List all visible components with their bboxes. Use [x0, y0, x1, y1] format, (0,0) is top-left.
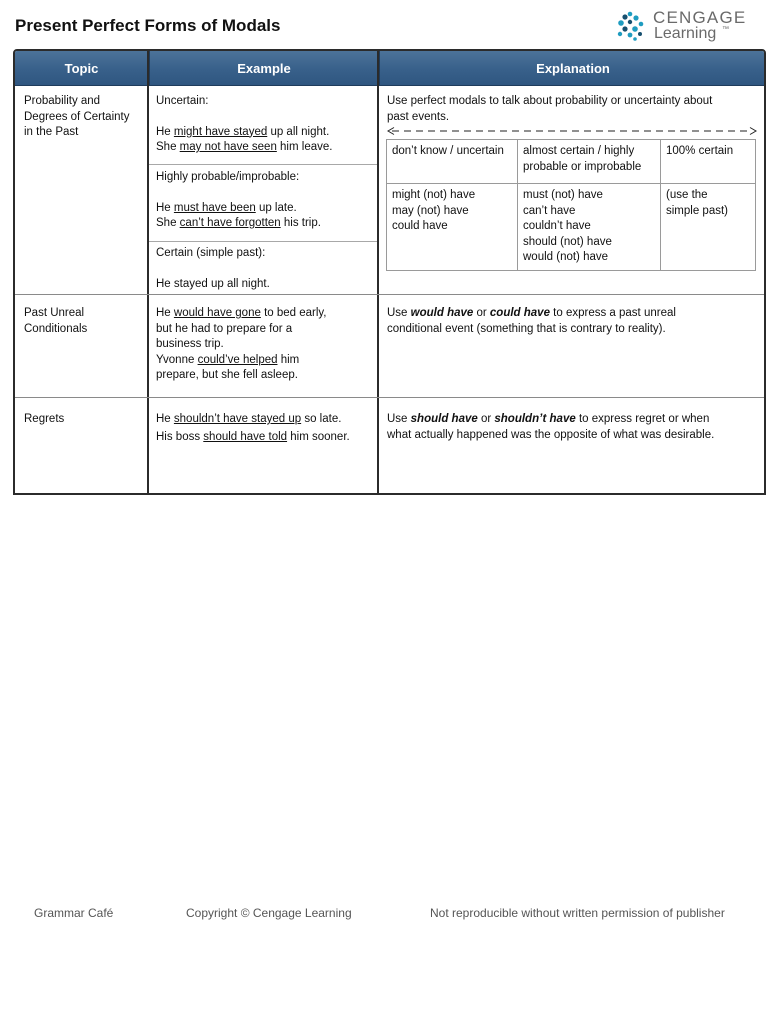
header-example: Example: [149, 51, 378, 86]
example-divider: [149, 164, 377, 165]
example-certain: Certain (simple past): He stayed up all night.: [156, 247, 270, 290]
page-title: Present Perfect Forms of Modals: [15, 16, 281, 35]
certainty-header-probable: almost certain / highly probable or improbable: [518, 140, 661, 184]
logo-word-cengage: CENGAGE: [653, 8, 747, 27]
explanation-past-unreal: Use would have or could have to express a past unreal conditional event (something that is contrary to reality).: [387, 307, 676, 335]
logo-word-learning: Learning: [654, 25, 717, 42]
header-explanation: Explanation: [379, 51, 766, 86]
footer-left: Grammar Café: [34, 906, 114, 920]
certainty-cell-certain: (use the simple past): [661, 184, 756, 271]
certainty-table: [386, 139, 756, 271]
footer-copyright: Copyright © Cengage Learning: [186, 906, 352, 920]
modals-table: [13, 49, 766, 495]
cengage-dots-icon: [616, 10, 648, 42]
certainty-header-certain: 100% certain: [661, 140, 756, 184]
cengage-logo: [612, 6, 752, 46]
example-past-unreal: He would have gone to bed early, but he had to prepare for a business trip. Yvonne could’ve helped him prepare, but she fell asleep.: [156, 307, 327, 381]
certainty-scale-arrow: [387, 125, 757, 137]
explanation-probability: Use perfect modals to talk about probability or uncertainty about past events.: [387, 95, 713, 123]
certainty-cell-uncertain: might (not) have may (not) have could have: [387, 184, 518, 271]
topic-past-unreal: Past Unreal Conditionals: [24, 307, 88, 335]
logo-trademark: ™: [722, 26, 729, 33]
column-divider: [377, 51, 379, 493]
row-divider: [15, 294, 764, 295]
explanation-regrets: Use should have or shouldn’t have to express regret or when what actually happened was the opposite of what was desirable.: [387, 413, 715, 441]
row-divider: [15, 397, 764, 398]
example-highly-probable: Highly probable/improbable: He must have been up late. She can’t have forgotten his trip.: [156, 171, 321, 229]
example-divider: [149, 241, 377, 242]
certainty-cell-probable: must (not) have can’t have couldn’t have should (not) have would (not) have: [518, 184, 661, 271]
column-divider: [147, 51, 149, 493]
header-topic: Topic: [15, 51, 148, 86]
topic-probability: Probability and Degrees of Certainty in the Past: [24, 95, 130, 138]
example-regrets: He shouldn’t have stayed up so late. His boss should have told him sooner.: [156, 413, 350, 443]
topic-regrets: Regrets: [24, 413, 65, 425]
footer-notice: Not reproducible without written permission of publisher: [430, 906, 725, 920]
certainty-header-uncertain: don’t know / uncertain: [387, 140, 518, 184]
example-uncertain: Uncertain: He might have stayed up all night. She may not have seen him leave.: [156, 95, 333, 153]
